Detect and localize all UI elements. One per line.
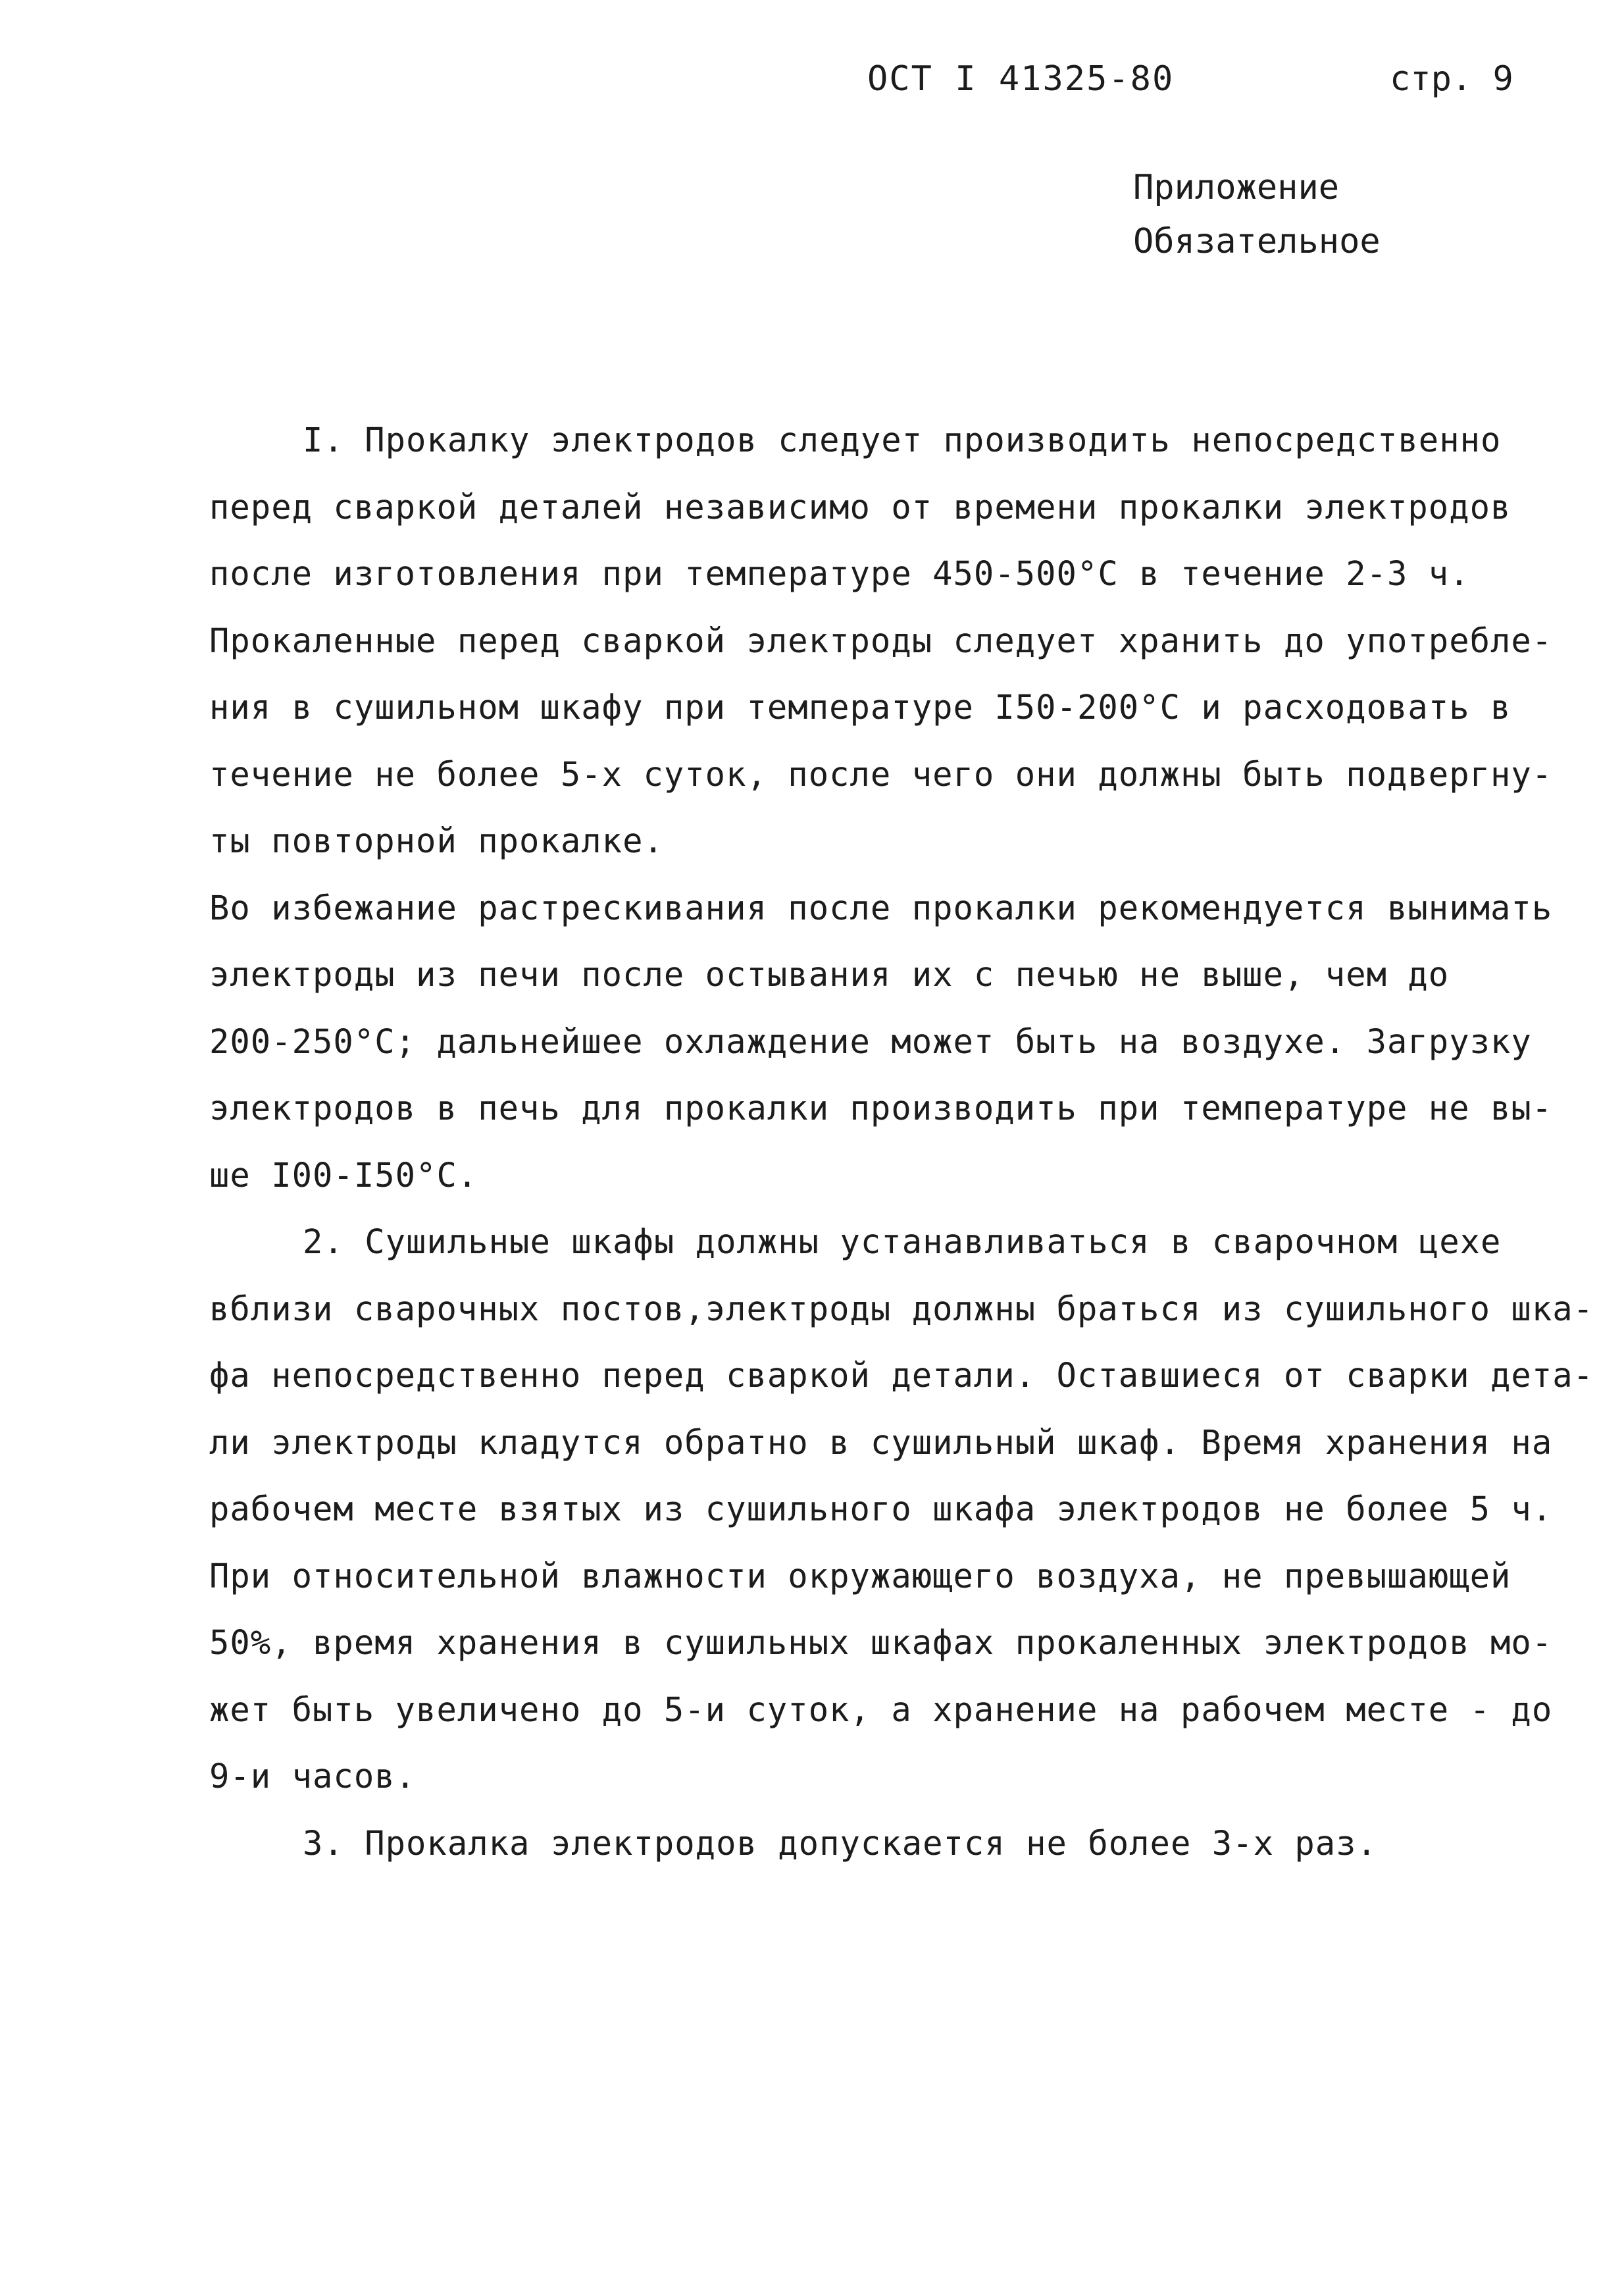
text-line: Прокаленные перед сваркой электроды следует хранить до употребле-: [209, 621, 1553, 660]
text-line: 9-и часов.: [209, 1757, 417, 1796]
appendix-label: [1133, 161, 1381, 269]
text-line: 50%, время хранения в сушильных шкафах прокаленных электродов мо-: [209, 1623, 1553, 1662]
text-line: жет быть увеличено до 5-и суток, а хранение на рабочем месте - до: [209, 1690, 1553, 1729]
page-number: стр. 9: [1390, 59, 1513, 99]
text-line: рабочем месте взятых из сушильного шкафа электродов не более 5 ч.: [209, 1490, 1553, 1528]
text-line: ше I00-I50°С.: [209, 1155, 478, 1195]
text-line: Во избежание растрескивания после прокалки рекомендуется вынимать: [209, 888, 1553, 927]
appendix-title: Приложение: [1133, 168, 1340, 207]
text-line: перед сваркой деталей независимо от времени прокалки электродов: [209, 487, 1511, 527]
text-line: ты повторной прокалке.: [209, 821, 664, 860]
text-line: 2. Сушильные шкафы должны устанавливаться в сварочном цехе: [303, 1222, 1502, 1261]
appendix-status: Обязательное: [1133, 222, 1381, 261]
text-line: При относительной влажности окружающего воздуха, не превышающей: [209, 1556, 1511, 1595]
text-line: электроды из печи после остывания их с печью не выше, чем до: [209, 955, 1450, 994]
text-line: течение не более 5-х суток, после чего они должны быть подвергну-: [209, 754, 1553, 794]
document-code: ОСТ I 41325-80: [867, 59, 1175, 99]
text-line: вблизи сварочных постов,электроды должны браться из сушильного шка-: [209, 1289, 1594, 1328]
text-line: фа непосредственно перед сваркой детали. Оставшиеся от сварки дета-: [209, 1356, 1594, 1395]
text-line: ли электроды кладутся обратно в сушильный шкаф. Время хранения на: [209, 1422, 1553, 1462]
text-line: I. Прокалку электродов следует производить непосредственно: [303, 421, 1502, 459]
text-line: ния в сушильном шкафу при температуре I50-200°С и расходовать в: [209, 688, 1511, 727]
text-line: электродов в печь для прокалки производить при температуре не вы-: [209, 1089, 1553, 1128]
text-line: 200-250°С; дальнейшее охлаждение может быть на воздухе. Загрузку: [209, 1022, 1532, 1061]
document-body: [209, 407, 1594, 1877]
text-line: после изготовления при температуре 450-500°С в течение 2-3 ч.: [209, 554, 1470, 593]
text-line: 3. Прокалка электродов допускается не более 3-х раз.: [303, 1823, 1377, 1863]
